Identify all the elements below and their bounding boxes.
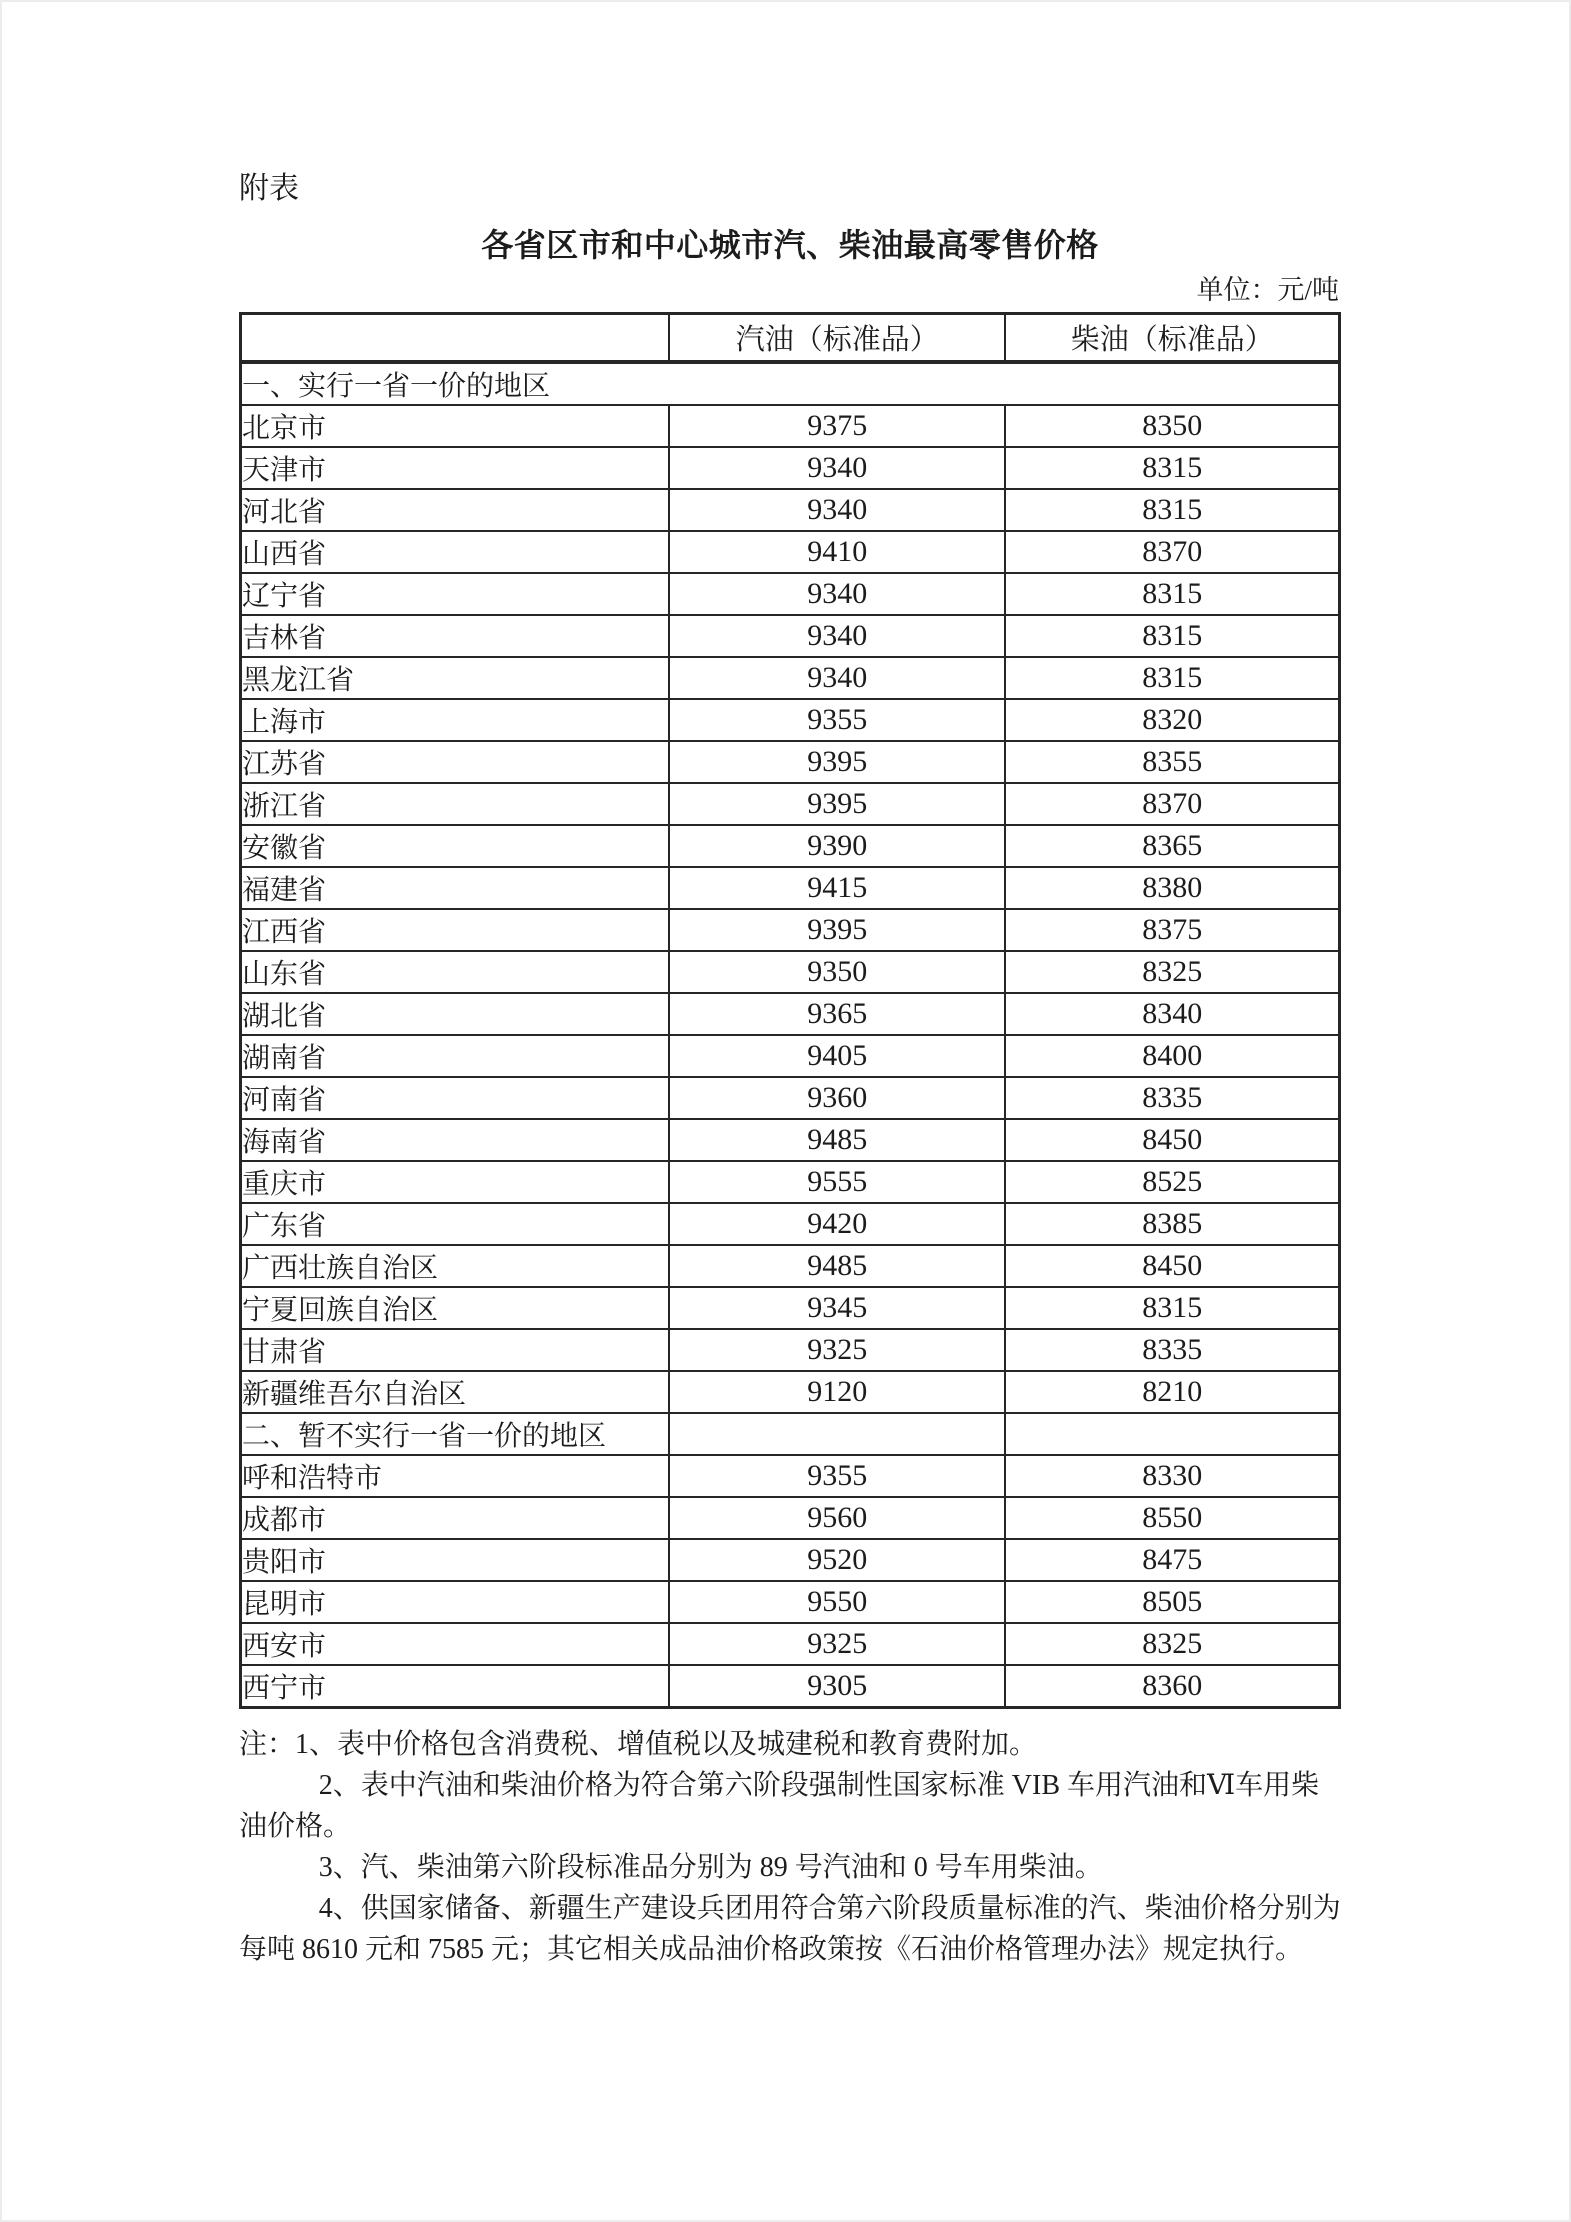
region-cell: 天津市	[241, 447, 670, 489]
price-table-body	[241, 362, 1340, 1708]
table-row	[241, 1035, 1340, 1077]
section-label: 一、实行一省一价的地区	[241, 362, 1340, 405]
region-cell: 河南省	[241, 1077, 670, 1119]
diesel-price-cell: 8325	[1005, 1623, 1339, 1665]
gasoline-price-cell: 9485	[669, 1119, 1005, 1161]
diesel-price-cell: 8450	[1005, 1245, 1339, 1287]
gasoline-price-cell: 9520	[669, 1539, 1005, 1581]
diesel-price-cell: 8505	[1005, 1581, 1339, 1623]
gasoline-price-cell: 9395	[669, 741, 1005, 783]
unit-label: 单位：元/吨	[1196, 275, 1339, 305]
gasoline-price-cell: 9325	[669, 1329, 1005, 1371]
gasoline-price-cell: 9340	[669, 657, 1005, 699]
note-item: 3、汽、柴油第六阶段标准品分别为 89 号汽油和 0 号车用柴油。	[318, 1851, 1103, 1883]
attachment-label: 附表	[239, 172, 299, 205]
table-row	[241, 1623, 1340, 1665]
diesel-price-cell: 8315	[1005, 1287, 1339, 1329]
diesel-price-cell: 8335	[1005, 1329, 1339, 1371]
region-cell: 福建省	[241, 867, 670, 909]
region-cell: 成都市	[241, 1497, 670, 1539]
table-row	[241, 1497, 1340, 1539]
table-row	[241, 699, 1340, 741]
diesel-price-cell: 8550	[1005, 1497, 1339, 1539]
region-cell: 黑龙江省	[241, 657, 670, 699]
gasoline-price-cell: 9325	[669, 1623, 1005, 1665]
gasoline-price-cell: 9420	[669, 1203, 1005, 1245]
table-row	[241, 1539, 1340, 1581]
notes	[239, 1724, 1341, 1970]
table-row	[241, 825, 1340, 867]
table-row	[241, 741, 1340, 783]
diesel-price-cell: 8335	[1005, 1077, 1339, 1119]
gasoline-price-cell: 9395	[669, 909, 1005, 951]
table-row	[241, 867, 1340, 909]
table-row	[241, 405, 1340, 447]
table-row	[241, 1665, 1340, 1708]
region-cell: 广东省	[241, 1203, 670, 1245]
table-row	[241, 1581, 1340, 1623]
region-cell: 宁夏回族自治区	[241, 1287, 670, 1329]
diesel-price-cell: 8380	[1005, 867, 1339, 909]
table-row	[241, 1161, 1340, 1203]
region-cell: 安徽省	[241, 825, 670, 867]
section-label: 二、暂不实行一省一价的地区	[241, 1413, 670, 1455]
diesel-price-cell: 8525	[1005, 1161, 1339, 1203]
gasoline-price-cell: 9340	[669, 447, 1005, 489]
table-row	[241, 1287, 1340, 1329]
gasoline-price-cell: 9305	[669, 1665, 1005, 1708]
diesel-price-cell: 8340	[1005, 993, 1339, 1035]
column-header-diesel: 柴油（标准品）	[1005, 314, 1339, 362]
table-row	[241, 1245, 1340, 1287]
table-row	[241, 951, 1340, 993]
diesel-price-cell: 8330	[1005, 1455, 1339, 1497]
table-row	[241, 1455, 1340, 1497]
region-cell: 湖北省	[241, 993, 670, 1035]
diesel-price-cell: 8320	[1005, 699, 1339, 741]
price-table	[239, 312, 1341, 1709]
gasoline-price-cell: 9555	[669, 1161, 1005, 1203]
gasoline-price-cell: 9410	[669, 531, 1005, 573]
region-cell: 新疆维吾尔自治区	[241, 1371, 670, 1413]
gasoline-price-cell: 9390	[669, 825, 1005, 867]
table-row	[241, 615, 1340, 657]
region-cell: 海南省	[241, 1119, 670, 1161]
region-cell: 江苏省	[241, 741, 670, 783]
gasoline-price-cell: 9120	[669, 1371, 1005, 1413]
diesel-price-cell: 8370	[1005, 783, 1339, 825]
region-cell: 山西省	[241, 531, 670, 573]
gasoline-price-cell: 9340	[669, 573, 1005, 615]
region-cell: 昆明市	[241, 1581, 670, 1623]
gasoline-price-cell: 9340	[669, 489, 1005, 531]
empty-cell	[1005, 1413, 1339, 1455]
region-cell: 呼和浩特市	[241, 1455, 670, 1497]
region-cell: 河北省	[241, 489, 670, 531]
diesel-price-cell: 8325	[1005, 951, 1339, 993]
diesel-price-cell: 8350	[1005, 405, 1339, 447]
gasoline-price-cell: 9350	[669, 951, 1005, 993]
diesel-price-cell: 8385	[1005, 1203, 1339, 1245]
diesel-price-cell: 8370	[1005, 531, 1339, 573]
diesel-price-cell: 8355	[1005, 741, 1339, 783]
diesel-price-cell: 8475	[1005, 1539, 1339, 1581]
region-cell: 重庆市	[241, 1161, 670, 1203]
gasoline-price-cell: 9415	[669, 867, 1005, 909]
table-row	[241, 993, 1340, 1035]
table-row	[241, 909, 1340, 951]
diesel-price-cell: 8315	[1005, 447, 1339, 489]
section-row	[241, 1413, 1340, 1455]
diesel-price-cell: 8360	[1005, 1665, 1339, 1708]
region-cell: 西宁市	[241, 1665, 670, 1708]
region-cell: 江西省	[241, 909, 670, 951]
region-cell: 北京市	[241, 405, 670, 447]
gasoline-price-cell: 9405	[669, 1035, 1005, 1077]
region-cell: 广西壮族自治区	[241, 1245, 670, 1287]
empty-cell	[669, 1413, 1005, 1455]
gasoline-price-cell: 9560	[669, 1497, 1005, 1539]
diesel-price-cell: 8315	[1005, 657, 1339, 699]
gasoline-price-cell: 9395	[669, 783, 1005, 825]
gasoline-price-cell: 9355	[669, 699, 1005, 741]
table-row	[241, 657, 1340, 699]
gasoline-price-cell: 9360	[669, 1077, 1005, 1119]
table-row	[241, 573, 1340, 615]
section-row	[241, 362, 1340, 405]
region-cell: 湖南省	[241, 1035, 670, 1077]
page-title: 各省区市和中心城市汽、柴油最高零售价格	[481, 227, 1099, 263]
table-row	[241, 1329, 1340, 1371]
region-cell: 西安市	[241, 1623, 670, 1665]
note-item: 2、表中汽油和柴油价格为符合第六阶段强制性国家标准 VIB 车用汽油和Ⅵ车用柴油价格。	[239, 1769, 1320, 1842]
table-row	[241, 1077, 1340, 1119]
gasoline-price-cell: 9345	[669, 1287, 1005, 1329]
diesel-price-cell: 8365	[1005, 825, 1339, 867]
note-item: 注：1、表中价格包含消费税、增值税以及城建税和教育费附加。	[239, 1728, 1038, 1760]
diesel-price-cell: 8375	[1005, 909, 1339, 951]
table-row	[241, 447, 1340, 489]
gasoline-price-cell: 9355	[669, 1455, 1005, 1497]
column-header-gasoline: 汽油（标准品）	[669, 314, 1005, 362]
diesel-price-cell: 8210	[1005, 1371, 1339, 1413]
gasoline-price-cell: 9340	[669, 615, 1005, 657]
region-cell: 浙江省	[241, 783, 670, 825]
table-row	[241, 1119, 1340, 1161]
document-content	[239, 2, 1341, 1970]
table-row	[241, 1203, 1340, 1245]
diesel-price-cell: 8315	[1005, 615, 1339, 657]
gasoline-price-cell: 9375	[669, 405, 1005, 447]
region-cell: 贵阳市	[241, 1539, 670, 1581]
table-row	[241, 783, 1340, 825]
diesel-price-cell: 8315	[1005, 489, 1339, 531]
region-cell: 甘肃省	[241, 1329, 670, 1371]
gasoline-price-cell: 9365	[669, 993, 1005, 1035]
region-cell: 山东省	[241, 951, 670, 993]
diesel-price-cell: 8450	[1005, 1119, 1339, 1161]
column-header-region	[241, 314, 670, 362]
table-header-row	[241, 314, 1340, 362]
region-cell: 辽宁省	[241, 573, 670, 615]
diesel-price-cell: 8315	[1005, 573, 1339, 615]
region-cell: 上海市	[241, 699, 670, 741]
gasoline-price-cell: 9485	[669, 1245, 1005, 1287]
table-row	[241, 489, 1340, 531]
region-cell: 吉林省	[241, 615, 670, 657]
table-row	[241, 1371, 1340, 1413]
diesel-price-cell: 8400	[1005, 1035, 1339, 1077]
gasoline-price-cell: 9550	[669, 1581, 1005, 1623]
table-row	[241, 531, 1340, 573]
note-item: 4、供国家储备、新疆生产建设兵团用符合第六阶段质量标准的汽、柴油价格分别为每吨 8610 元和 7585 元；其它相关成品油价格政策按《石油价格管理办法》规定执行。	[239, 1892, 1341, 1965]
